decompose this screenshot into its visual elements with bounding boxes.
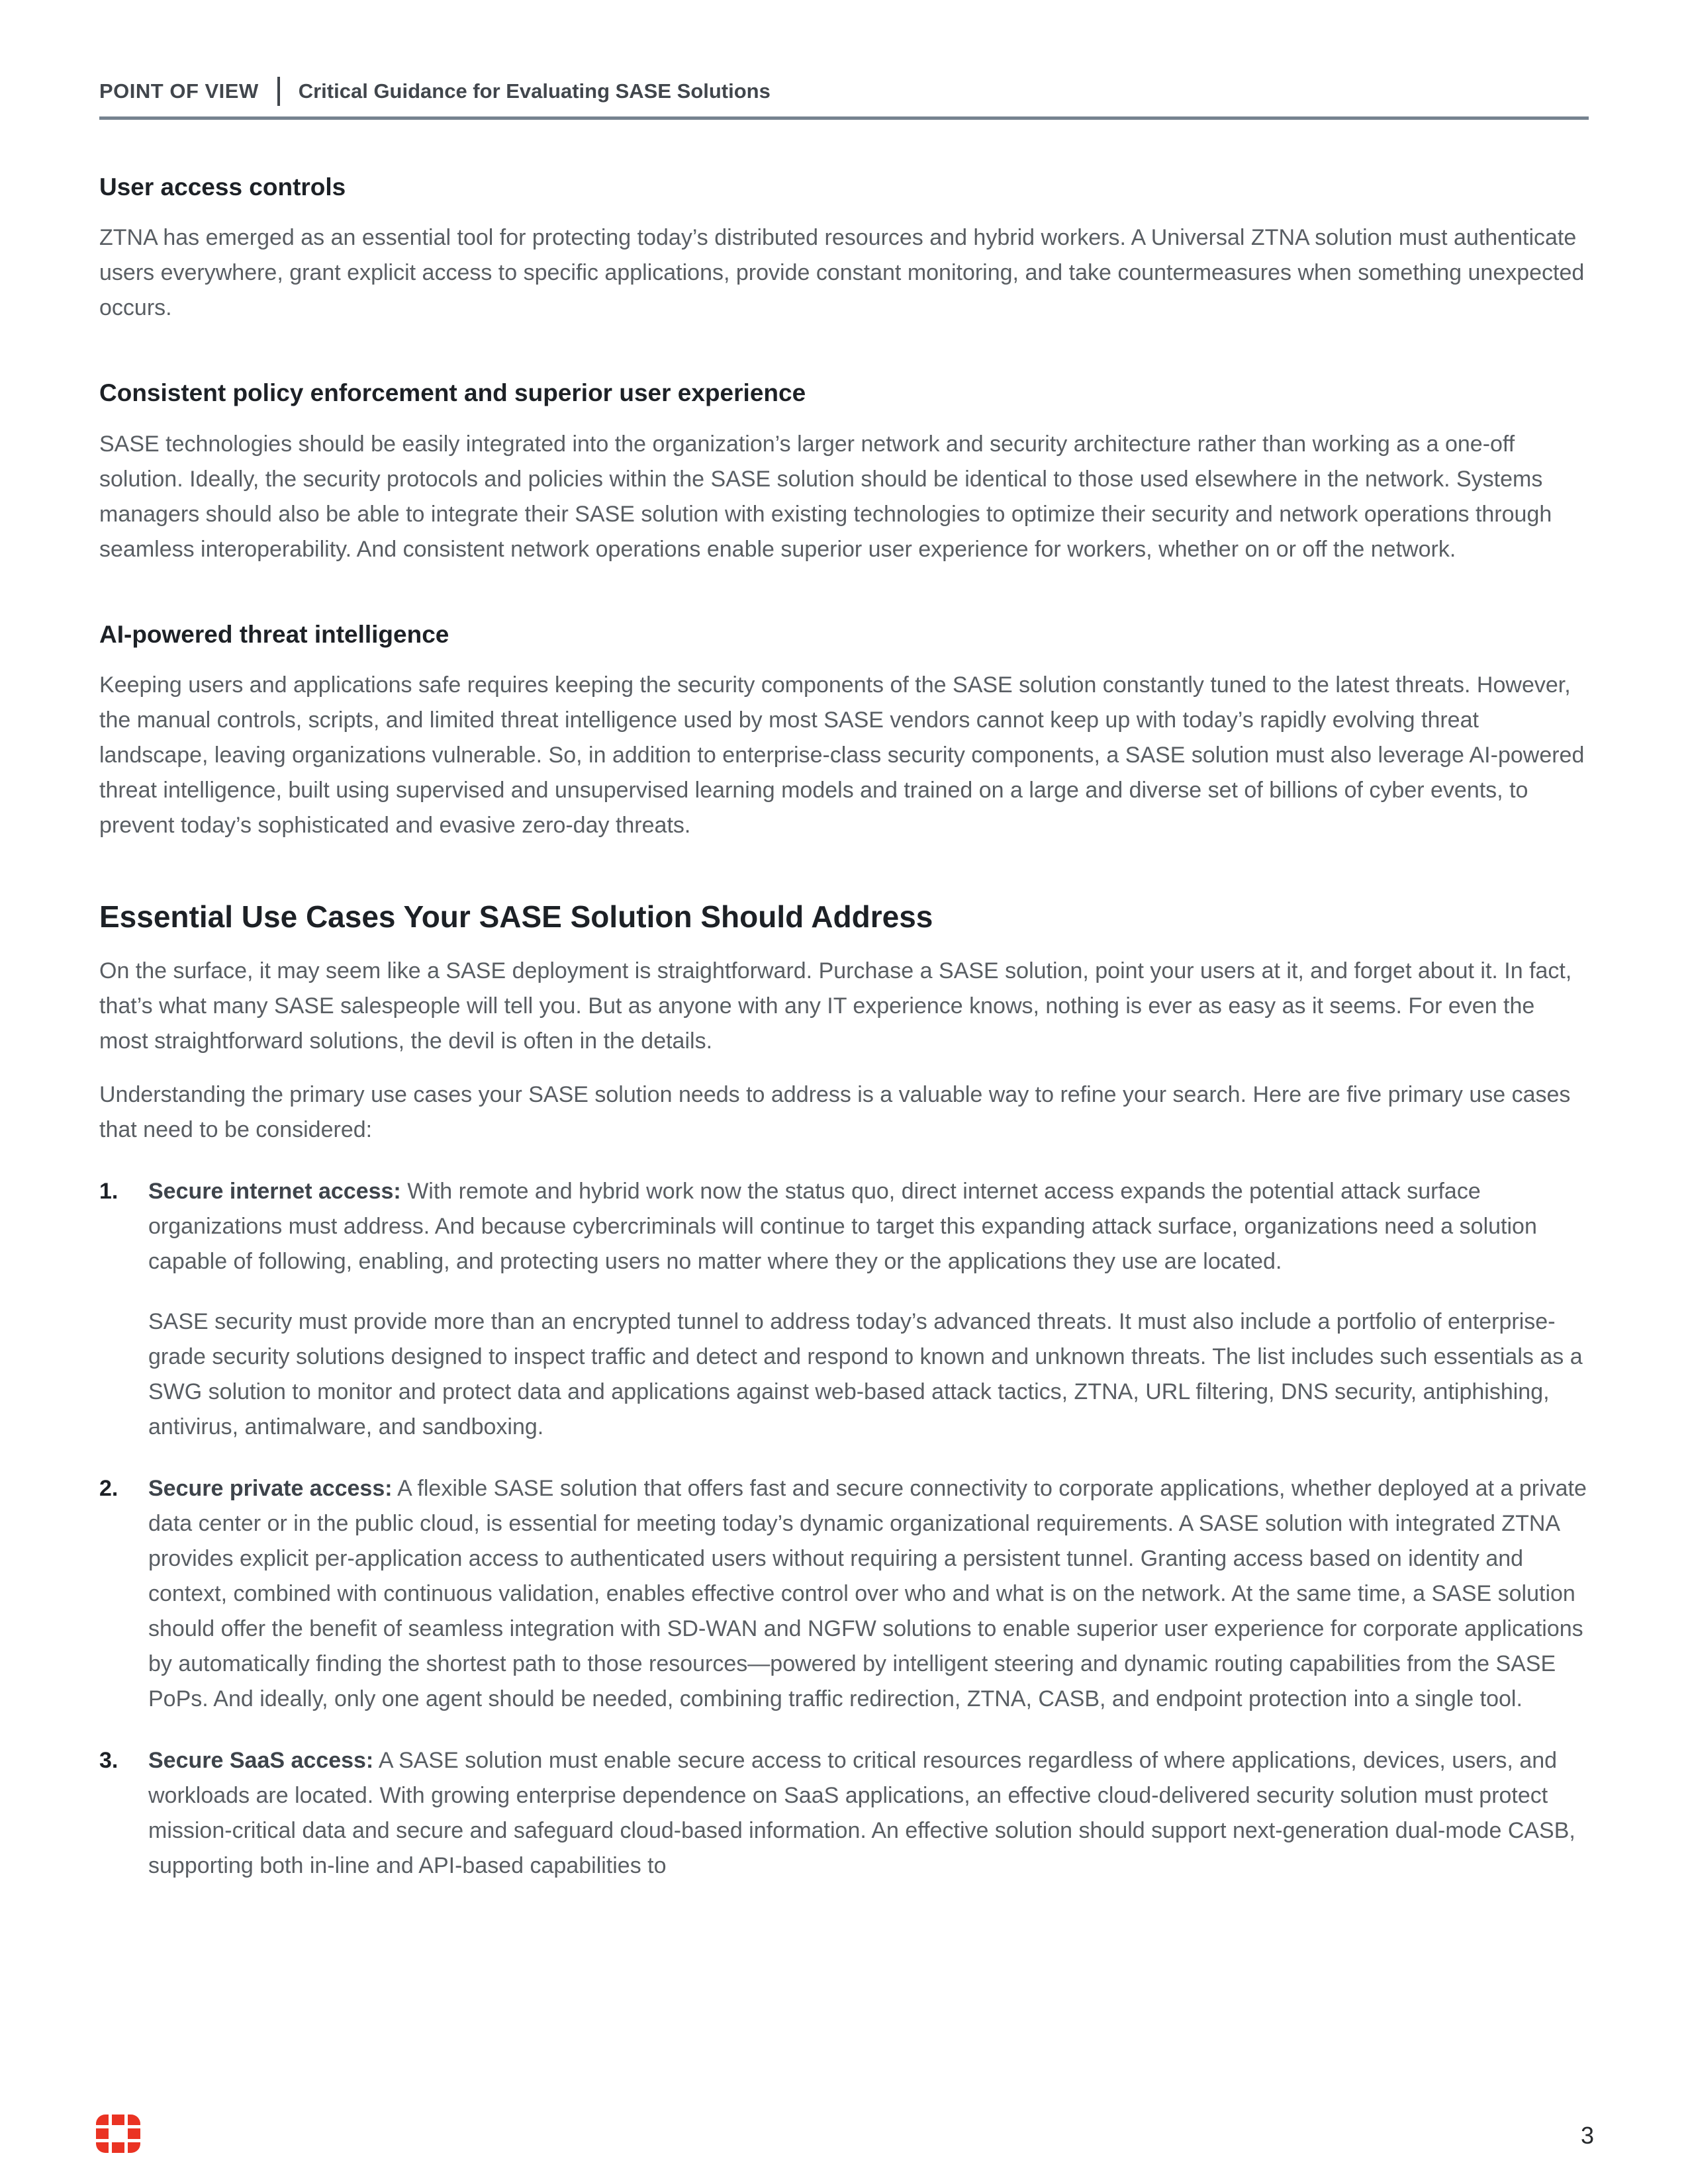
logo-tile (112, 2115, 124, 2125)
logo-tile (112, 2142, 124, 2153)
use-case-body (148, 1174, 1589, 1445)
use-case-paragraph (148, 1471, 1589, 1717)
section-heading-essential-use-cases: Essential Use Cases Your SASE Solution Should Address (99, 899, 933, 934)
use-case-paragraph (148, 1743, 1589, 1884)
use-case-body (148, 1743, 1589, 1884)
use-case-item-secure-private-access (99, 1471, 1589, 1717)
use-case-lead: Secure internet access: (148, 1179, 401, 1205)
logo-tile (96, 2142, 109, 2153)
use-case-lead: Secure SaaS access: (148, 1748, 374, 1774)
section-paragraph: ZTNA has emerged as an essential tool for protecting today’s distributed resources and hybrid workers. A Universal ZTNA solution must authenticate users everywhere, grant explicit access to specific applications, provide constant monitoring, and take countermeasures when something unexpected occurs. (99, 225, 1585, 321)
logo-tile (96, 2115, 109, 2125)
header-eyebrow: POINT OF VIEW (99, 79, 259, 103)
use-case-text: A SASE solution must enable secure access to critical resources regardless of where applications, devices, users, and workloads are located. With growing enterprise dependence on SaaS applications, an effective cloud-delivered security solution must protect mission-critical data and secure and safeguard cloud-based information. An effective solution should support next-generation dual-mode CASB, supporting both in-line and API-based capabilities to (148, 1748, 1575, 1879)
header-document-title: Critical Guidance for Evaluating SASE Solutions (298, 79, 771, 103)
header-divider (277, 77, 280, 106)
use-case-number: 2. (99, 1476, 118, 1502)
fortinet-logo-icon (96, 2115, 140, 2153)
page-content (0, 77, 1688, 1884)
page-number: 3 (1580, 2122, 1594, 2149)
logo-tile-empty (112, 2128, 124, 2139)
logo-tile (128, 2128, 140, 2139)
use-case-text: SASE security must provide more than an encrypted tunnel to address today’s advanced threats. It must also include a portfolio of enterprise-grade security solutions designed to inspect traffic and detect and respond to known and unknown threats. The list includes such essentials as a SWG solution to monitor and protect data and applications against web-based attack tactics, ZTNA, URL filtering, DNS security, antiphishing, antivirus, antimalware, and sandboxing. (148, 1309, 1583, 1440)
use-case-number: 1. (99, 1179, 118, 1205)
use-case-paragraph (148, 1304, 1589, 1445)
use-case-number: 3. (99, 1748, 118, 1774)
use-case-list (99, 1174, 1589, 1884)
use-case-item-secure-saas-access (99, 1743, 1589, 1884)
section-paragraph: SASE technologies should be easily integrated into the organization’s larger network and security architecture rather than working as a one-off solution. Ideally, the security protocols and policies within the SASE solution should be identical to those used elsewhere in the network. Systems managers should also be able to integrate their SASE solution with existing technologies to optimize their security and network operations through seamless interoperability. And consistent network operations enable superior user experience for workers, whether on or off the network. (99, 431, 1552, 562)
logo-tile (128, 2115, 140, 2125)
intro-paragraph: On the surface, it may seem like a SASE deployment is straightforward. Purchase a SASE solution, point your users at it, and forget about it. In fact, that’s what many SASE salespeople will tell you. But as anyone with any IT experience knows, nothing is ever as easy as it seems. For even the most straightforward solutions, the devil is often in the details. (99, 958, 1572, 1054)
use-case-item-secure-internet-access (99, 1174, 1589, 1445)
use-case-text: With remote and hybrid work now the status quo, direct internet access expands the potential attack surface organizations must address. And because cybercriminals will continue to target this expanding attack surface, organizations need a solution capable of following, enabling, and protecting users no matter where they or the applications they use are located. (148, 1179, 1537, 1275)
section-paragraph: Keeping users and applications safe requires keeping the security components of the SASE solution constantly tuned to the latest threats. However, the manual controls, scripts, and limited threat intelligence used by most SASE vendors cannot keep up with today’s rapidly evolving threat landscape, leaving organizations vulnerable. So, in addition to enterprise-class security components, a SASE solution must also leverage AI-powered threat intelligence, built using supervised and unsupervised learning models and trained on a large and diverse set of billions of cyber events, to prevent today’s sophisticated and evasive zero-day threats. (99, 672, 1585, 839)
use-case-body (148, 1471, 1589, 1717)
logo-tile (96, 2128, 109, 2139)
intro-paragraph: Understanding the primary use cases your SASE solution needs to address is a valuable way to refine your search. Here are five primary use cases that need to be considered: (99, 1082, 1571, 1143)
section-heading-consistent-policy: Consistent policy enforcement and superior user experience (99, 379, 806, 407)
use-case-paragraph (148, 1174, 1589, 1279)
section-heading-ai-threat-intelligence: AI-powered threat intelligence (99, 620, 449, 648)
document-header (99, 77, 1589, 120)
use-case-lead: Secure private access: (148, 1476, 393, 1502)
logo-tile (128, 2142, 140, 2153)
section-heading-user-access-controls: User access controls (99, 173, 346, 201)
use-case-text: A flexible SASE solution that offers fast and secure connectivity to corporate applications, whether deployed at a private data center or in the public cloud, is essential for meeting today’s dynamic organizational requirements. A SASE solution with integrated ZTNA provides explicit per-application access to authenticated users without requiring a persistent tunnel. Granting access based on identity and context, combined with continuous validation, enables effective control over who and what is on the network. At the same time, a SASE solution should offer the benefit of seamless integration with SD-WAN and NGFW solutions to enable superior user experience for corporate applications by automatically finding the shortest path to those resources—powered by intelligent steering and dynamic routing capabilities from the SASE PoPs. And ideally, only one agent should be needed, combining traffic redirection, ZTNA, CASB, and endpoint protection into a single tool. (148, 1476, 1587, 1712)
